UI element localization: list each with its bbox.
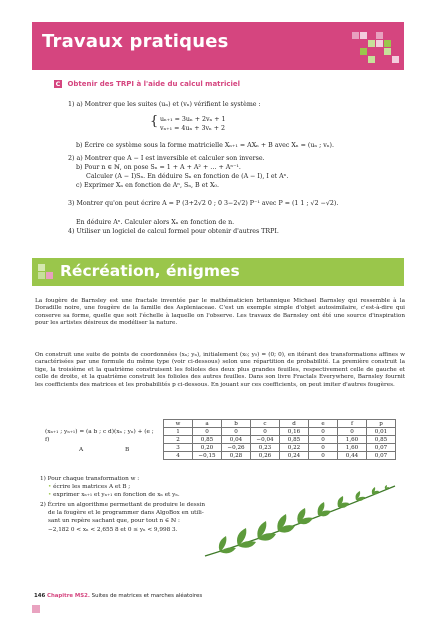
- table-header: b: [222, 420, 251, 428]
- exercise-2c: c) Exprimer Xₙ en fonction de Aⁿ, Sₙ, B et X₀.: [76, 182, 219, 189]
- question-2-line-2: de la fougère et le programmer dans AlgoBox en utili-: [48, 510, 204, 516]
- table-row: [164, 452, 396, 460]
- table-cell: 0,44: [338, 452, 367, 460]
- system-line-1: uₙ₊₁ = 3uₙ + 2vₙ + 1: [160, 116, 226, 123]
- recreation-title: Récréation, énigmes: [60, 262, 240, 280]
- chapter-label: Chapitre MS2.: [46, 593, 90, 599]
- table-cell: 0,01: [367, 428, 396, 436]
- table-cell: 0: [338, 428, 367, 436]
- matrix-formula-text: (xₙ₊₁ ; yₙ₊₁) = (a b ; c d)(xₙ ; yₙ) + (e ; f): [45, 429, 154, 443]
- table-cell: 0,20: [193, 444, 222, 452]
- question-2-line-3: sant un repère sachant que, pour tout n ∈ ℕ :: [48, 518, 180, 524]
- table-cell: 0: [193, 428, 222, 436]
- exercise-1a: 1) a) Montrer que les suites (uₙ) et (vₙ) vérifient le système :: [68, 101, 261, 108]
- system-brace: {: [150, 114, 159, 129]
- table-cell: 3: [164, 444, 193, 452]
- table-cell: 0: [222, 428, 251, 436]
- table-cell: 0,28: [222, 452, 251, 460]
- table-header: f: [338, 420, 367, 428]
- page-number: 146: [34, 593, 46, 599]
- section-c-heading: [54, 80, 240, 88]
- table-header: e: [309, 420, 338, 428]
- question-2-bounds: −2,182 0 < xₙ < 2,655 8 et 0 ≤ yₙ < 9,998 3.: [48, 527, 178, 533]
- table-cell: 0,23: [251, 444, 280, 452]
- exercise-3: 3) Montrer qu'on peut écrire A = P (3+2√2 0 ; 0 3−2√2) P⁻¹ avec P = (1 1 ; √2 −√2).: [68, 200, 339, 207]
- table-cell: 0,07: [367, 444, 396, 452]
- table-cell: −0,04: [251, 436, 280, 444]
- table-cell: 0,22: [280, 444, 309, 452]
- coefficients-table: [163, 419, 396, 460]
- table-cell: 0,85: [193, 436, 222, 444]
- barnsley-fern-image: [200, 478, 400, 560]
- matrix-formula: [45, 428, 155, 453]
- exercise-2b-cont: Calculer (A − I)Sₙ. En déduire Sₙ en fonction de (A − I), I et Aⁿ.: [86, 173, 289, 180]
- table-cell: 0: [309, 428, 338, 436]
- chapter-subtitle: Suites de matrices et marches aléatoires: [91, 593, 203, 599]
- table-cell: 4: [164, 452, 193, 460]
- question-1-item-b-text: exprimer xₙ₊₁ et yₙ₊₁ en fonction de xₙ et yₙ.: [53, 492, 180, 498]
- exercise-2b: b) Pour n ∈ ℕ, on pose Sₙ = 1 + A + A² + … + Aⁿ⁻¹.: [76, 164, 241, 171]
- table-cell: 0,07: [367, 452, 396, 460]
- bullet-icon: •: [48, 484, 54, 490]
- table-cell: 0: [309, 436, 338, 444]
- decorative-squares: [34, 262, 58, 282]
- table-header: p: [367, 420, 396, 428]
- table-cell: −0,15: [193, 452, 222, 460]
- table-cell: 0: [251, 428, 280, 436]
- table-cell: −0,26: [222, 444, 251, 452]
- question-1-item-b: [48, 492, 180, 499]
- section-letter-badge: C: [55, 80, 61, 88]
- table-cell: 0,26: [251, 452, 280, 460]
- question-1-item-a: [48, 484, 130, 491]
- table-cell: 1,60: [338, 444, 367, 452]
- table-header: c: [251, 420, 280, 428]
- paragraph-barnsley-intro: La fougère de Barnsley est une fractale inventée par le mathématicien britannique Michael Barnsley qui ressemble à la Doradille noire, une fougère de la famille des Aspleniaceae. C'est un exemple simple d'objet autosimilaire, c'est-à-dire qui conserve sa forme, quelle que soit l'échelle à laquelle on l'observe. Les travaux de Barnsley ont été une source d'inspiration pour les artistes désireux de modéliser la nature.: [35, 298, 405, 327]
- table-row: [164, 444, 396, 452]
- exercise-3b: En déduire Aⁿ. Calculer alors Xₙ en fonction de n.: [76, 219, 235, 226]
- table-cell: 0,24: [280, 452, 309, 460]
- table-header: a: [193, 420, 222, 428]
- bullet-icon: •: [48, 492, 54, 498]
- table-cell: 0,85: [367, 436, 396, 444]
- table-header: d: [280, 420, 309, 428]
- matrix-b-label: B: [125, 447, 130, 453]
- question-2: 2) Écrire un algorithme permettant de produire le dessin: [40, 502, 206, 508]
- footer-square: [32, 605, 40, 613]
- header-banner: [32, 22, 404, 70]
- page-title: Travaux pratiques: [42, 31, 229, 52]
- system-line-2: vₙ₊₁ = 4uₙ + 3vₙ + 2: [160, 125, 226, 132]
- table-cell: 0,85: [280, 436, 309, 444]
- question-1: 1) Pour chaque transformation w :: [40, 476, 140, 482]
- table-cell: 0,04: [222, 436, 251, 444]
- matrix-a-label: A: [79, 447, 84, 453]
- paragraph-construction: On construit une suite de points de coordonnées (xₙ; yₙ), initialement (x₀; y₀) = (0; 0), en itérant des transformations affines w caractérisées par une formule du même type (voir ci-dessous) selon une répartition de probabilité. La première construit la tige, la troisième et la quatrième construisent les folioles des deux plus grandes feuilles, respectivement celle de gauche et celle de droite, et la quatrième construit les folioles des autres feuilles. Dans son livre Fractals Everywhere, Barnsley fournit les coefficients des matrices et les probabilités p ci-dessous. En jouant sur ces coefficients, on peut imiter d'autres fougères.: [35, 352, 405, 388]
- recreation-banner: [32, 258, 404, 286]
- table-cell: 0: [309, 452, 338, 460]
- exercise-1b: b) Écrire ce système sous la forme matricielle Xₙ₊₁ = AXₙ + B avec Xₙ = (uₙ ; vₙ).: [76, 142, 334, 149]
- exercise-2a: 2) a) Montrer que A − I est inversible et calculer son inverse.: [68, 155, 265, 162]
- table-cell: 0,16: [280, 428, 309, 436]
- table-cell: 2: [164, 436, 193, 444]
- question-1-item-a-text: écrire les matrices A et B ;: [53, 484, 131, 490]
- footer: [34, 593, 202, 599]
- table-header: w: [164, 420, 193, 428]
- decorative-squares: [322, 26, 402, 66]
- table-cell: 0: [309, 444, 338, 452]
- exercise-4: 4) Utiliser un logiciel de calcul formel pour obtenir d'autres TRPI.: [68, 228, 279, 235]
- section-c-title: Obtenir des TRPI à l'aide du calcul matriciel: [67, 80, 241, 88]
- table-cell: 1: [164, 428, 193, 436]
- table-cell: 1,60: [338, 436, 367, 444]
- table-row: [164, 436, 396, 444]
- table-header-row: [164, 420, 396, 428]
- table-row: [164, 428, 396, 436]
